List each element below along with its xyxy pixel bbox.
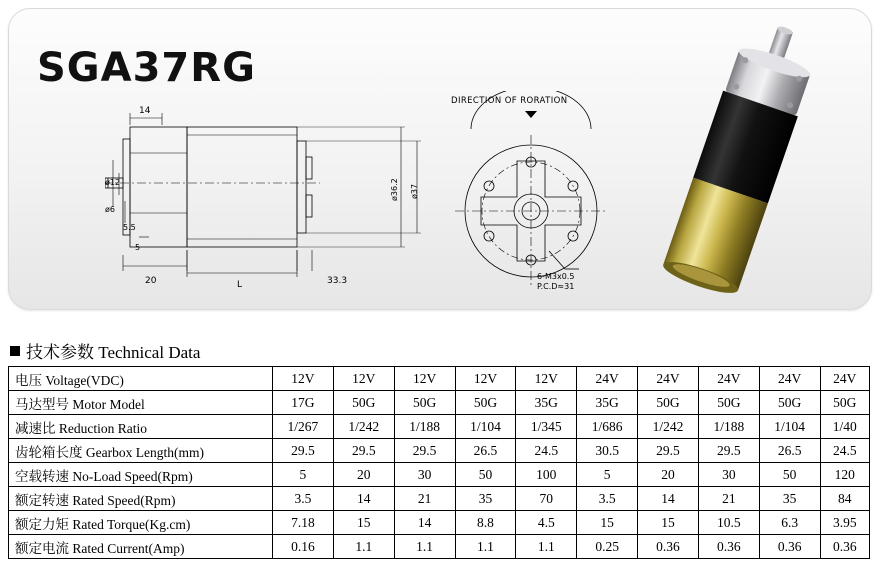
- cell-ratedspeed-9: 35: [759, 487, 820, 511]
- cell-ratedspeed-4: 35: [455, 487, 516, 511]
- cell-model-7: 50G: [638, 391, 699, 415]
- product-photo: [617, 17, 872, 309]
- cell-current-8: 0.36: [698, 535, 759, 559]
- cell-voltage-5: 12V: [516, 367, 577, 391]
- dim-20: 20: [145, 276, 157, 286]
- cell-torque-4: 8.8: [455, 511, 516, 535]
- cell-model-8: 50G: [698, 391, 759, 415]
- cell-ratedspeed-7: 14: [638, 487, 699, 511]
- cell-model-10: 50G: [820, 391, 869, 415]
- cell-model-3: 50G: [394, 391, 455, 415]
- product-banner: [8, 8, 872, 310]
- cell-torque-3: 14: [394, 511, 455, 535]
- cell-voltage-1: 12V: [273, 367, 334, 391]
- cell-gearbox-2: 29.5: [333, 439, 394, 463]
- cell-ratedspeed-10: 84: [820, 487, 869, 511]
- cell-torque-5: 4.5: [516, 511, 577, 535]
- cell-voltage-4: 12V: [455, 367, 516, 391]
- table-row: [9, 535, 870, 559]
- row-label-reduction-ratio: 减速比 Reduction Ratio: [9, 415, 273, 439]
- cell-ratedspeed-3: 21: [394, 487, 455, 511]
- cell-noload-7: 20: [638, 463, 699, 487]
- row-label-gearbox-length: 齿轮箱长度 Gearbox Length(mm): [9, 439, 273, 463]
- table-row: [9, 463, 870, 487]
- row-label-no-load-speed: 空载转速 No-Load Speed(Rpm): [9, 463, 273, 487]
- cell-gearbox-8: 29.5: [698, 439, 759, 463]
- cell-ratedspeed-6: 3.5: [577, 487, 638, 511]
- table-row: [9, 487, 870, 511]
- cell-current-7: 0.36: [638, 535, 699, 559]
- rotation-diagram: [439, 91, 624, 296]
- cell-noload-1: 5: [273, 463, 334, 487]
- cell-voltage-3: 12V: [394, 367, 455, 391]
- cell-model-6: 35G: [577, 391, 638, 415]
- row-label-rated-torque: 额定力矩 Rated Torque(Kg.cm): [9, 511, 273, 535]
- tech-data-heading: [10, 338, 200, 363]
- cell-current-5: 1.1: [516, 535, 577, 559]
- cell-model-4: 50G: [455, 391, 516, 415]
- dim-5-5: 5.5: [123, 223, 136, 232]
- dim-d12: ø12: [105, 178, 121, 187]
- banner-inner: [9, 9, 871, 309]
- dim-L: L: [237, 280, 243, 290]
- cell-ratedspeed-1: 3.5: [273, 487, 334, 511]
- cell-gearbox-7: 29.5: [638, 439, 699, 463]
- page-title: SGA37RG: [37, 45, 256, 91]
- technical-data-table: [8, 366, 870, 559]
- cell-current-2: 1.1: [333, 535, 394, 559]
- bolt-note-line1: 6-M3x0.5: [537, 272, 575, 281]
- cell-current-6: 0.25: [577, 535, 638, 559]
- cell-ratio-5: 1/345: [516, 415, 577, 439]
- cell-noload-10: 120: [820, 463, 869, 487]
- cell-voltage-10: 24V: [820, 367, 869, 391]
- cell-voltage-8: 24V: [698, 367, 759, 391]
- dim-33-3: 33.3: [327, 276, 348, 286]
- cell-torque-1: 7.18: [273, 511, 334, 535]
- cell-torque-10: 3.95: [820, 511, 869, 535]
- cell-torque-9: 6.3: [759, 511, 820, 535]
- cell-ratio-4: 1/104: [455, 415, 516, 439]
- cell-model-1: 17G: [273, 391, 334, 415]
- cell-ratio-2: 1/242: [333, 415, 394, 439]
- cell-ratio-1: 1/267: [273, 415, 334, 439]
- cell-current-9: 0.36: [759, 535, 820, 559]
- cell-ratio-7: 1/242: [638, 415, 699, 439]
- table-row: [9, 511, 870, 535]
- cell-ratio-6: 1/686: [577, 415, 638, 439]
- cell-current-10: 0.36: [820, 535, 869, 559]
- dimension-drawing: [105, 105, 435, 290]
- table-body: [9, 367, 870, 559]
- rotation-diagram-title: DIRECTION OF RORATION: [451, 96, 568, 106]
- cell-voltage-9: 24V: [759, 367, 820, 391]
- bullet-square-icon: [10, 346, 20, 356]
- cell-gearbox-5: 24.5: [516, 439, 577, 463]
- cell-noload-9: 50: [759, 463, 820, 487]
- cell-ratio-8: 1/188: [698, 415, 759, 439]
- cell-gearbox-6: 30.5: [577, 439, 638, 463]
- cell-ratedspeed-8: 21: [698, 487, 759, 511]
- cell-model-5: 35G: [516, 391, 577, 415]
- row-label-rated-speed: 额定转速 Rated Speed(Rpm): [9, 487, 273, 511]
- cell-gearbox-4: 26.5: [455, 439, 516, 463]
- cell-noload-2: 20: [333, 463, 394, 487]
- cell-torque-8: 10.5: [698, 511, 759, 535]
- row-label-voltage: 电压 Voltage(VDC): [9, 367, 273, 391]
- cell-ratedspeed-2: 14: [333, 487, 394, 511]
- cell-gearbox-1: 29.5: [273, 439, 334, 463]
- cell-noload-6: 5: [577, 463, 638, 487]
- table-row: [9, 391, 870, 415]
- tech-data-heading-label: 技术参数 Technical Data: [26, 343, 201, 362]
- bolt-note-line2: P.C.D≈31: [537, 282, 575, 291]
- cell-gearbox-10: 24.5: [820, 439, 869, 463]
- cell-model-2: 50G: [333, 391, 394, 415]
- cell-torque-7: 15: [638, 511, 699, 535]
- cell-noload-3: 30: [394, 463, 455, 487]
- cell-ratio-9: 1/104: [759, 415, 820, 439]
- cell-voltage-7: 24V: [638, 367, 699, 391]
- table-row: [9, 439, 870, 463]
- table-row: [9, 367, 870, 391]
- cell-noload-4: 50: [455, 463, 516, 487]
- cell-model-9: 50G: [759, 391, 820, 415]
- dim-d36-2: ø36.2: [390, 178, 399, 201]
- dim-5: 5: [135, 243, 141, 252]
- cell-gearbox-9: 26.5: [759, 439, 820, 463]
- cell-gearbox-3: 29.5: [394, 439, 455, 463]
- table-row: [9, 415, 870, 439]
- dim-d6: ø6: [105, 205, 115, 214]
- row-label-rated-current: 额定电流 Rated Current(Amp): [9, 535, 273, 559]
- cell-ratio-3: 1/188: [394, 415, 455, 439]
- dim-d37: ø37: [410, 183, 419, 199]
- cell-torque-6: 15: [577, 511, 638, 535]
- cell-torque-2: 15: [333, 511, 394, 535]
- dim-14: 14: [139, 106, 151, 116]
- cell-ratio-10: 1/40: [820, 415, 869, 439]
- cell-current-1: 0.16: [273, 535, 334, 559]
- cell-current-3: 1.1: [394, 535, 455, 559]
- cell-noload-8: 30: [698, 463, 759, 487]
- cell-voltage-6: 24V: [577, 367, 638, 391]
- cell-noload-5: 100: [516, 463, 577, 487]
- cell-ratedspeed-5: 70: [516, 487, 577, 511]
- cell-voltage-2: 12V: [333, 367, 394, 391]
- cell-current-4: 1.1: [455, 535, 516, 559]
- row-label-motor-model: 马达型号 Motor Model: [9, 391, 273, 415]
